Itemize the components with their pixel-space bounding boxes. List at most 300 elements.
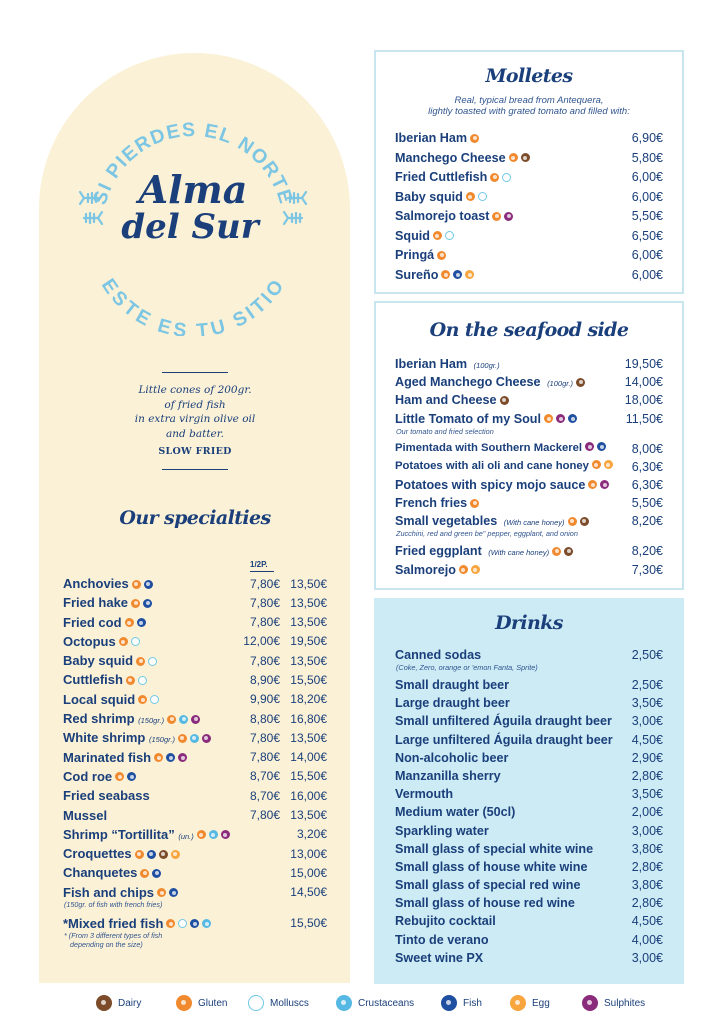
item-price: 4,50€ [631,732,663,747]
gluten-icon [470,134,479,143]
drink-item [395,647,663,677]
slow-fried-tagline [120,372,270,470]
item-price: 3,00€ [631,950,663,965]
full-portion-price: 14,00€ [290,750,327,765]
gluten-icon [115,772,124,781]
specialty-item [63,613,333,632]
item-name: Non-alcoholic beer [395,750,509,765]
item-note: (Coke, Zero, orange or 'emon Fanta, Sprite) [396,663,538,672]
molletes-subtitle [396,95,662,117]
item-name: Manzanilla sherry [395,768,501,783]
legend-item [336,995,414,1011]
full-portion-price: 13,50€ [290,576,327,591]
sulphites-icon [585,442,594,451]
alma-del-sur-logo [68,86,318,336]
fish-icon [152,869,161,878]
item-name-text: French fries [395,496,468,511]
item-name [63,750,187,765]
item-name-text: Salmorejo [395,562,456,577]
specialty-item [63,914,333,954]
egg-icon [465,270,474,279]
gluten-icon [178,734,187,743]
item-name [63,595,152,610]
item-name-text: Fried eggplant [395,544,482,559]
item-name-text: Potatoes with spicy mojo sauce [395,477,586,492]
sulphites-icon [191,715,200,724]
full-portion-price: 13,00€ [290,846,327,861]
item-quantity: (With cane honey) [503,518,565,528]
molluscs-icon [502,173,511,182]
drink-item [395,950,663,968]
gluten-icon [126,676,135,685]
item-price: 5,80€ [631,150,663,165]
half-portion-price: 7,80€ [249,808,280,823]
fish-icon [137,618,146,627]
item-price: 3,50€ [631,787,663,802]
item-name-text: Small vegetables [395,514,498,529]
fish-icon [441,995,457,1011]
half-portion-price: 7,80€ [249,750,280,765]
item-name [63,808,107,823]
molluscs-icon [248,995,264,1011]
item-name [395,209,513,223]
gluten-icon [132,580,141,589]
tagline-line: in extra virgin olive oil [134,413,256,425]
legend-label: Gluten [198,997,228,1009]
crustaceans-icon [179,715,188,724]
gluten-icon [490,173,499,182]
gluten-icon [544,414,553,423]
gluten-icon [437,251,446,260]
specialty-item [63,632,333,651]
item-price: 6,00€ [631,170,663,184]
item-name [63,788,150,803]
item-name-text: Baby squid [395,189,463,204]
item-name [63,769,136,784]
gluten-icon [131,599,140,608]
item-name: Medium water (50cl) [395,805,516,820]
specialty-item [63,748,333,767]
half-portion-price: 7,80€ [249,730,280,745]
half-portion-price: 8,70€ [249,769,280,784]
legend-item [176,995,227,1011]
gluten-icon [197,830,206,839]
dairy-icon [159,850,168,859]
item-name [63,865,161,880]
item-price: 6,00€ [631,248,663,262]
drink-item [395,804,663,822]
item-price: 2,80€ [631,896,663,911]
tagline-text [120,373,270,445]
dairy-icon [500,396,509,405]
seafood-item [395,562,663,580]
full-portion-price: 14,50€ [290,885,327,900]
fish-icon [143,599,152,608]
item-name [395,131,479,145]
mollete-item [395,130,663,150]
crustaceans-icon [336,995,352,1011]
seafood-side-list [395,356,663,580]
seafood-item [395,356,663,374]
tagline-highlight: SLOW FRIED [158,446,232,457]
item-name [395,514,589,528]
gluten-icon [138,695,147,704]
svg-text:ESTE ES TU SITIO [97,275,289,336]
full-portion-price: 18,20€ [290,692,327,707]
drink-item [395,877,663,895]
item-name-text: Ham and Cheese [395,393,497,408]
item-quantity: (150gr.) [148,735,175,745]
drink-item [395,823,663,841]
egg-icon [510,995,526,1011]
item-name-text: Fried seabass [63,788,150,804]
item-name: Vermouth [395,787,454,802]
fish-icon [190,919,199,928]
item-name-text: Salmorejo toast [395,209,490,223]
legend-item [510,995,550,1011]
item-price: 2,50€ [631,678,663,692]
item-name-text: Iberian Ham [395,131,468,145]
full-portion-price: 16,80€ [290,711,327,726]
legend-item [248,995,309,1011]
full-portion-price: 13,50€ [290,808,327,823]
seafood-item [395,374,663,392]
fish-icon [568,414,577,423]
seafood-item [395,459,663,477]
allergen-legend [96,995,676,1015]
specialty-item [63,670,333,689]
seafood-item [395,477,663,495]
item-name-text: Fried Cuttlefish [395,170,488,184]
sulphites-icon [556,414,565,423]
gluten-icon [433,231,442,240]
mollete-item [395,189,663,209]
fish-icon [597,442,606,451]
drink-item [395,768,663,786]
item-name [395,442,606,454]
item-name-text: Chanquetes [63,865,138,881]
gluten-icon [140,869,149,878]
drinks-list [395,647,663,968]
item-name [63,653,157,668]
item-price: 5,50€ [631,496,663,511]
sulphites-icon [178,753,187,762]
fish-icon [169,888,178,897]
gluten-icon [492,212,501,221]
specialty-item [63,786,333,805]
logo-arc-top: SI PIERDES EL NORTE [88,118,298,208]
legend-item [96,995,141,1011]
item-name-text: Octopus [63,633,116,649]
item-price: 3,00€ [631,714,663,729]
molletes-subtitle-line: lightly toasted with grated tomato and filled with: [428,106,630,117]
specialty-item [63,767,333,786]
item-name-text: Cuttlefish [63,672,123,688]
item-name-text: Baby squid [63,653,134,669]
gluten-icon [552,547,561,556]
drink-item [395,732,663,750]
seafood-item [395,495,663,513]
item-price: 6,50€ [631,228,663,243]
mollete-item [395,208,663,228]
seafood-side-section [374,301,684,590]
drink-item [395,932,663,950]
item-price: 8,20€ [631,544,663,559]
item-price: 8,20€ [631,514,663,529]
item-name-text: Local squid [63,691,136,707]
item-name [395,357,500,371]
item-note: * (From 3 different types of fish depending on the size) [64,930,163,949]
egg-icon [171,850,180,859]
full-portion-price: 15,50€ [290,672,327,687]
mollete-item [395,228,663,248]
crustaceans-icon [190,734,199,743]
half-portion-price: 9,90€ [249,692,280,707]
seafood-item [395,441,663,459]
item-name-text: Fried cod [63,614,122,630]
item-name [63,916,211,931]
seafood-item [395,411,663,441]
half-portion-price: 12,00€ [243,634,280,649]
seafood-side-title: On the seafood side [429,319,629,341]
legend-item [582,995,645,1011]
item-price: 18,00€ [624,393,663,408]
item-note: (150gr. of fish with french fries) [64,899,163,909]
tagline-line: and batter. [166,427,224,440]
item-name-text: Aged Manchego Cheese [395,375,541,390]
item-price: 6,00€ [631,189,663,204]
gluten-icon [154,753,163,762]
item-name: Sparkling water [395,823,489,838]
item-price: 6,90€ [631,131,663,145]
item-name-text: Pringá [395,248,435,262]
drink-item [395,713,663,731]
item-price: 7,30€ [631,562,663,577]
specialty-item [63,651,333,670]
half-portion-price: 7,80€ [249,595,280,610]
item-price: 6,30€ [631,477,663,492]
gluten-icon [588,480,597,489]
item-name [63,827,230,842]
item-price: 4,50€ [631,914,663,929]
gluten-icon [176,995,192,1011]
item-name [395,496,479,510]
item-price: 2,00€ [631,805,663,820]
item-price: 2,50€ [631,648,663,662]
half-portion-price: 8,80€ [249,711,280,726]
gluten-icon [166,919,175,928]
molluscs-icon [178,919,187,928]
specialties-list [63,574,333,954]
item-quantity: (100gr.) [473,361,500,370]
legend-item [441,995,482,1011]
half-portion-price: 7,80€ [249,576,280,591]
item-name [63,576,153,591]
fish-icon [127,772,136,781]
item-name: Canned sodas [395,648,482,662]
item-name-text: Croquettes [63,846,132,862]
item-name-text: Squid [395,228,430,243]
half-portion-header: 1/2P. [250,560,274,572]
specialty-item [63,806,333,825]
item-name-text: Marinated fish [63,749,152,765]
drinks-title: Drinks [495,612,563,634]
item-name: Small glass of house white wine [395,859,588,874]
item-price: 2,80€ [631,768,663,783]
half-portion-price: 7,80€ [249,653,280,668]
item-name-text: Sureño [395,267,439,282]
item-price: 14,00€ [624,375,663,390]
item-name-text: Shrimp “Tortillita” [63,826,175,842]
sulphites-icon [504,212,513,221]
item-name: Small draught beer [395,678,510,692]
item-name [395,190,487,204]
item-name [395,170,511,184]
specialty-item [63,574,333,593]
dairy-icon [564,547,573,556]
item-name-text: Pimentada with Southern Mackerel [395,441,583,454]
item-name [395,151,530,165]
item-name [395,375,585,389]
egg-icon [471,565,480,574]
gluten-icon [167,715,176,724]
item-name [395,412,577,426]
item-name: Tinto de verano [395,932,489,947]
item-name [63,692,159,707]
gluten-icon [441,270,450,279]
specialties-title: Our specialties [119,507,271,529]
crustaceans-icon [209,830,218,839]
item-quantity: (100gr.) [547,379,574,389]
full-portion-price: 15,00€ [290,865,327,880]
gluten-icon [135,850,144,859]
item-price: 3,80€ [631,878,663,893]
mollete-item [395,267,663,287]
item-name-text: Anchovies [63,576,129,591]
drink-item [395,913,663,931]
dairy-icon [580,517,589,526]
item-name: Small glass of special red wine [395,878,581,893]
full-portion-price: 15,50€ [290,769,327,784]
legend-label: Fish [463,997,482,1009]
molletes-subtitle-line: Real, typical bread from Antequera, [454,95,604,106]
mollete-item [395,169,663,189]
legend-label: Dairy [118,997,142,1009]
full-portion-price: 13,50€ [290,653,327,668]
fish-icon [147,850,156,859]
item-name: Large unfiltered Águila draught beer [395,732,613,747]
item-quantity: (With cane honey) [488,548,550,558]
item-name [63,730,211,745]
item-name [63,846,180,861]
full-portion-price: 13,50€ [290,615,327,630]
tagline-line: of fried fish [164,398,226,411]
molluscs-icon [150,695,159,704]
item-name-text: Mussel [63,807,108,823]
seafood-item [395,392,663,410]
specialty-item [63,709,333,728]
item-name [395,544,573,558]
item-price: 8,00€ [631,441,663,456]
item-name-text: White shrimp [63,730,146,746]
item-name [395,563,480,577]
item-name [395,478,609,492]
mollete-item [395,150,663,170]
gluten-icon [459,565,468,574]
gluten-icon [568,517,577,526]
specialty-item [63,825,333,844]
sulphites-icon [600,480,609,489]
full-portion-price: 3,20€ [296,827,327,842]
gluten-icon [157,888,166,897]
item-price: 3,80€ [631,841,663,856]
item-quantity: (150gr.) [138,716,165,726]
item-name-text: Fish and chips [63,884,155,900]
legend-label: Sulphites [604,997,646,1009]
drinks-section [374,598,684,984]
sulphites-icon [582,995,598,1011]
item-name-text: Cod roe [63,768,113,784]
full-portion-price: 13,50€ [290,730,327,745]
gluten-icon [470,499,479,508]
item-name [63,634,140,649]
logo-name-line1: Alma [138,167,248,212]
divider [162,469,228,470]
specialty-item [63,690,333,709]
drink-item [395,695,663,713]
item-name-text: *Mixed fried fish [63,915,164,931]
molletes-list [395,130,663,286]
item-price: 11,50€ [625,411,663,426]
molluscs-icon [445,231,454,240]
item-name-text: Red shrimp [63,711,135,727]
item-name-text: Potatoes with ali oli and cane honey [395,459,589,472]
item-name [63,711,200,726]
molletes-title: Molletes [485,65,573,87]
drink-item [395,859,663,877]
item-name: Rebujito cocktail [395,914,496,929]
item-name [395,229,454,243]
item-price: 5,50€ [631,209,663,223]
half-portion-price: 8,70€ [249,788,280,803]
item-name: Large draught beer [395,696,510,711]
egg-icon [604,460,613,469]
logo-name-line2: del Sur [121,207,259,247]
half-portion-price: 8,90€ [249,672,280,687]
crustaceans-icon [202,919,211,928]
specialty-item [63,844,333,863]
item-name-text: Fried hake [63,595,129,611]
gluten-icon [125,618,134,627]
drink-item [395,786,663,804]
molluscs-icon [148,657,157,666]
molluscs-icon [138,676,147,685]
seafood-item [395,513,663,543]
legend-label: Crustaceans [358,997,415,1009]
mollete-item [395,247,663,267]
item-quantity: (un.) [178,831,194,841]
half-portion-price: 7,80€ [249,615,280,630]
fish-icon [453,270,462,279]
drink-item [395,841,663,859]
item-name: Small unfiltered Águila draught beer [395,714,612,729]
gluten-icon [509,153,518,162]
item-price: 2,80€ [631,859,663,874]
molluscs-icon [478,192,487,201]
specialty-item [63,883,333,914]
item-price: 2,90€ [631,750,663,765]
specialty-item [63,863,333,882]
